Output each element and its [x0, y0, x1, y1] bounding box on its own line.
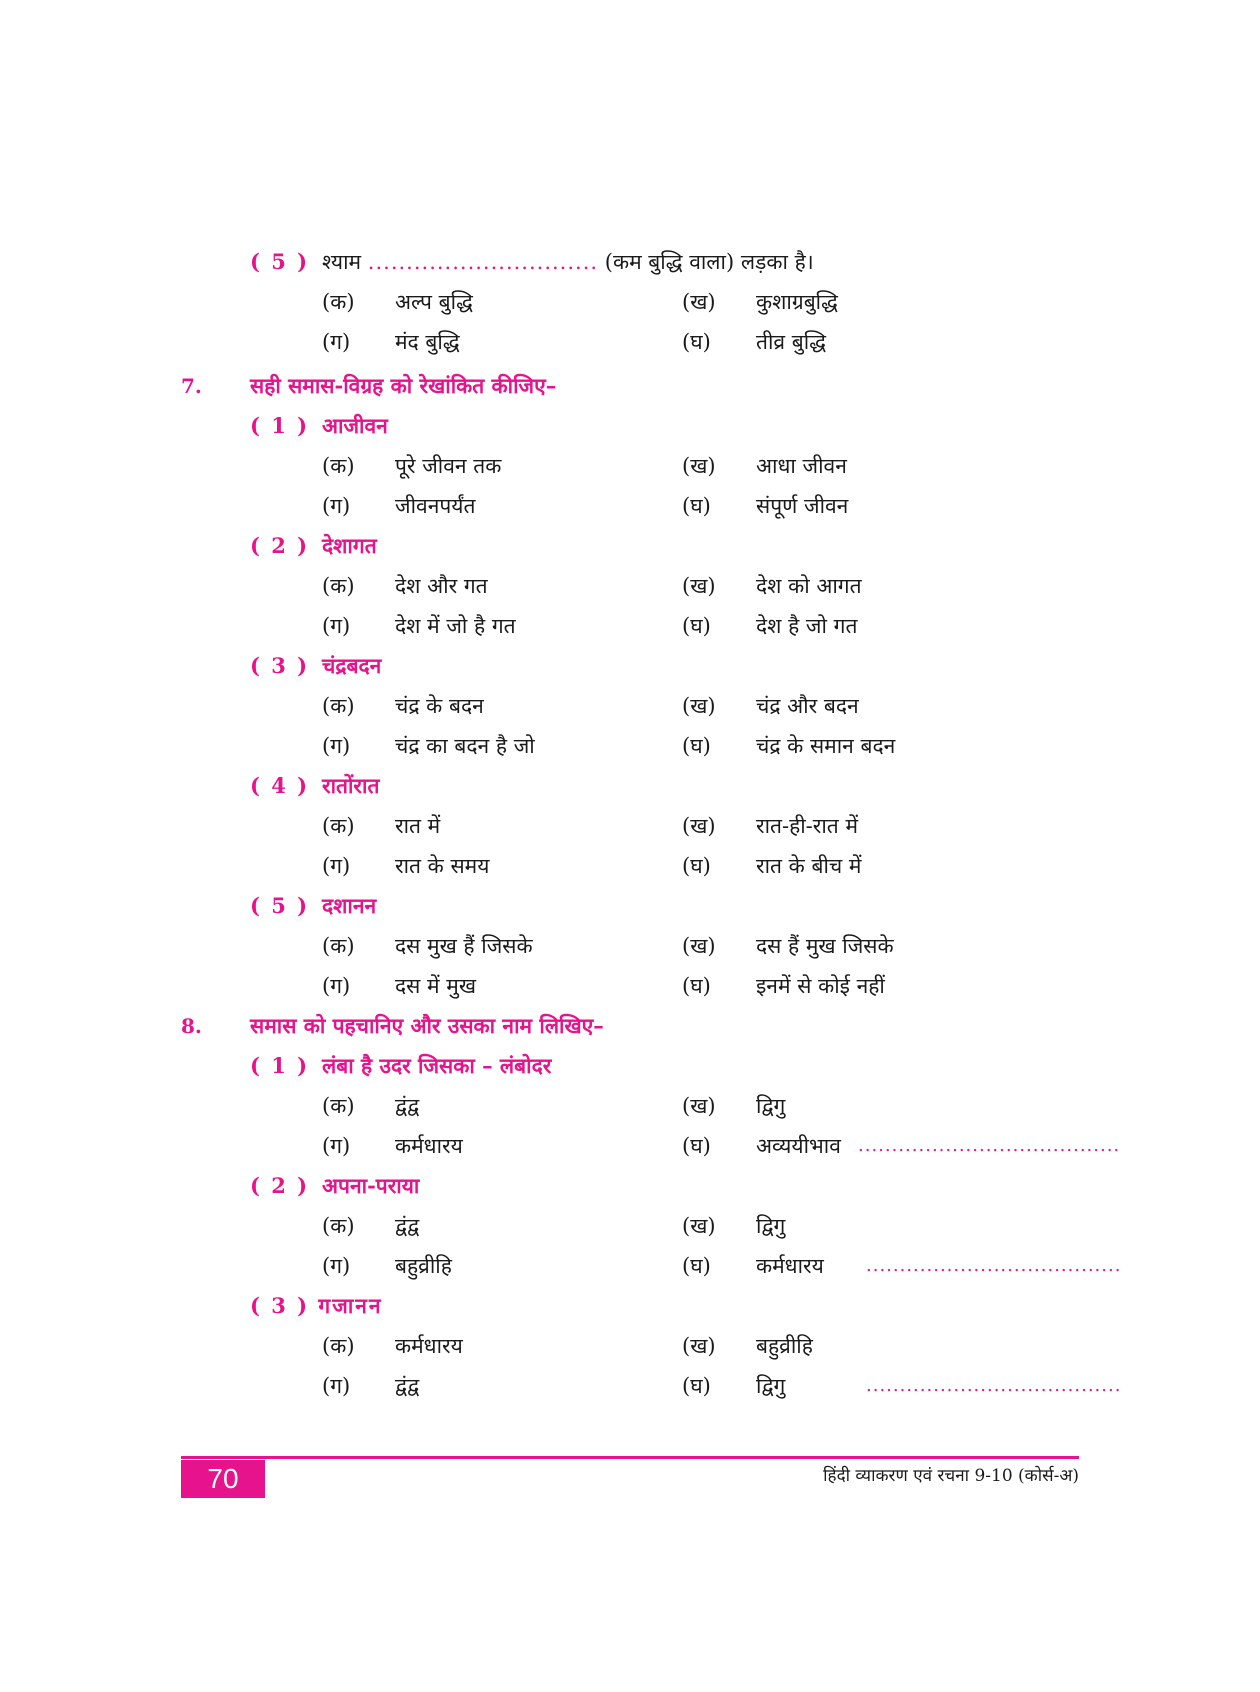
option-text: द्वंद्व [395, 1214, 420, 1238]
option-text: मंद बुद्धि [395, 330, 460, 354]
option-text: कर्मधारय [395, 1134, 463, 1158]
page-number: 70 [181, 1460, 265, 1498]
option-label: (ग) [322, 1254, 351, 1278]
options-row [0, 448, 1260, 484]
item-number: ( 2 ) [250, 1173, 310, 1198]
fill-in-sentence [322, 244, 814, 280]
option-text: अव्ययीभाव [756, 1134, 841, 1158]
option-label: (ख) [682, 574, 716, 598]
option-text: चंद्र का बदन है जो [395, 734, 535, 758]
option-label: (ख) [682, 934, 716, 958]
option-label: (ग) [322, 1134, 351, 1158]
option-label: (क) [322, 290, 355, 314]
option-label: (ग) [322, 1374, 351, 1398]
sub-question-row [0, 528, 1260, 564]
option-label: (घ) [682, 614, 711, 638]
option-text: अल्प बुद्धि [395, 290, 473, 314]
options-row [0, 1128, 1260, 1164]
option-label: (क) [322, 694, 355, 718]
option-label: (ख) [682, 694, 716, 718]
option-text: बहुव्रीहि [756, 1334, 813, 1358]
item-word: लंबा है उदर जिसका – लंबोदर [322, 1053, 552, 1078]
option-label: (क) [322, 1094, 355, 1118]
options-row [0, 1248, 1260, 1284]
option-text: कुशाग्रबुद्धि [756, 290, 838, 314]
answer-blank: ....................................... [858, 1135, 1121, 1156]
option-text: चंद्र और बदन [756, 694, 859, 718]
sub-question-row [0, 768, 1260, 804]
item-number-with-word: ( 3 ) गजानन [250, 1293, 383, 1318]
item-word: देशागत [322, 533, 377, 558]
option-label: (ग) [322, 854, 351, 878]
option-text: दस हैं मुख जिसके [756, 934, 894, 958]
options-row [0, 1328, 1260, 1364]
item-number: ( 4 ) [250, 773, 310, 798]
option-text: संपूर्ण जीवन [756, 494, 849, 518]
option-label: (क) [322, 574, 355, 598]
options-row [0, 568, 1260, 604]
option-text: देश है जो गत [756, 614, 858, 638]
sub-question-row [0, 888, 1260, 924]
options-row [0, 608, 1260, 644]
option-label: (ग) [322, 734, 351, 758]
q8-heading [0, 1008, 1260, 1044]
item-word: रातोंरात [322, 773, 380, 798]
book-title: हिंदी व्याकरण एवं रचना 9-10 (कोर्स-अ) [823, 1466, 1079, 1486]
question-number: 7. [181, 374, 202, 398]
option-text: पूरे जीवन तक [395, 454, 502, 478]
item-word: चंद्रबदन [322, 653, 382, 678]
options-row [0, 324, 1260, 360]
answer-blank: .............................. [367, 250, 599, 274]
item-word: दशानन [322, 893, 377, 918]
options-row [0, 728, 1260, 764]
option-text: देश और गत [395, 574, 488, 598]
option-label: (घ) [682, 494, 711, 518]
option-label: (ख) [682, 1094, 716, 1118]
item-number: ( 5 ) [250, 249, 310, 274]
footer-rule [181, 1456, 1079, 1459]
item-word: अपना-पराया [322, 1173, 420, 1198]
option-label: (ख) [682, 1334, 716, 1358]
option-text: द्वंद्व [395, 1094, 420, 1118]
q7-heading [0, 368, 1260, 404]
option-label: (क) [322, 1334, 355, 1358]
option-label: (घ) [682, 1134, 711, 1158]
option-text: रात के बीच में [756, 854, 862, 878]
option-text: रात में [395, 814, 441, 838]
option-label: (घ) [682, 854, 711, 878]
option-label: (ख) [682, 454, 716, 478]
item-number: ( 2 ) [250, 533, 310, 558]
option-label: (घ) [682, 974, 711, 998]
options-row [0, 808, 1260, 844]
option-text: चंद्र के समान बदन [756, 734, 896, 758]
question-title: सही समास-विग्रह को रेखांकित कीजिए– [250, 373, 557, 398]
option-text: इनमें से कोई नहीं [756, 974, 885, 998]
option-label: (घ) [682, 330, 711, 354]
options-row [0, 928, 1260, 964]
option-label: (ग) [322, 614, 351, 638]
item-number: ( 1 ) [250, 1053, 310, 1078]
item-word: आजीवन [322, 413, 388, 438]
option-text: बहुव्रीहि [395, 1254, 452, 1278]
q6-item5-row [0, 244, 1260, 280]
option-label: (ख) [682, 1214, 716, 1238]
option-text: चंद्र के बदन [395, 694, 484, 718]
option-label: (क) [322, 454, 355, 478]
option-text: द्विगु [756, 1214, 786, 1238]
item-number: ( 5 ) [250, 893, 310, 918]
option-label: (ख) [682, 814, 716, 838]
option-label: (ख) [682, 290, 716, 314]
item-number: ( 3 ) [250, 653, 310, 678]
option-text: आधा जीवन [756, 454, 847, 478]
option-label: (ग) [322, 494, 351, 518]
sub-question-row [0, 1048, 1260, 1084]
option-label: (क) [322, 934, 355, 958]
option-label: (क) [322, 814, 355, 838]
options-row [0, 848, 1260, 884]
option-label: (घ) [682, 1374, 711, 1398]
option-text: तीव्र बुद्धि [756, 330, 826, 354]
option-text: देश को आगत [756, 574, 862, 598]
options-row [0, 1368, 1260, 1404]
options-row [0, 688, 1260, 724]
options-row [0, 1208, 1260, 1244]
options-row [0, 488, 1260, 524]
sub-question-row [0, 648, 1260, 684]
sub-question-row [0, 1168, 1260, 1204]
option-label: (घ) [682, 734, 711, 758]
option-text: जीवनपर्यंत [395, 494, 476, 518]
option-label: (ग) [322, 974, 351, 998]
answer-blank: ...................................... [866, 1375, 1122, 1396]
option-text: रात-ही-रात में [756, 814, 859, 838]
sentence-end: (कम बुद्धि वाला) लड़का है। [604, 250, 814, 274]
item-number: ( 1 ) [250, 413, 310, 438]
options-row [0, 1088, 1260, 1124]
sub-question-row [0, 408, 1260, 444]
option-text: दस मुख हैं जिसके [395, 934, 533, 958]
option-text: द्वंद्व [395, 1374, 420, 1398]
answer-blank: ...................................... [866, 1255, 1122, 1276]
option-label: (ग) [322, 330, 351, 354]
option-text: द्विगु [756, 1374, 786, 1398]
option-text: द्विगु [756, 1094, 786, 1118]
option-label: (क) [322, 1214, 355, 1238]
question-title: समास को पहचानिए और उसका नाम लिखिए– [250, 1013, 604, 1038]
question-number: 8. [181, 1014, 202, 1038]
option-text: दस में मुख [395, 974, 476, 998]
sentence-start: श्याम [322, 250, 362, 274]
option-text: रात के समय [395, 854, 490, 878]
options-row [0, 284, 1260, 320]
option-text: देश में जो है गत [395, 614, 516, 638]
sub-question-row [0, 1288, 1260, 1324]
options-row [0, 968, 1260, 1004]
option-text: कर्मधारय [756, 1254, 824, 1278]
option-text: कर्मधारय [395, 1334, 463, 1358]
option-label: (घ) [682, 1254, 711, 1278]
